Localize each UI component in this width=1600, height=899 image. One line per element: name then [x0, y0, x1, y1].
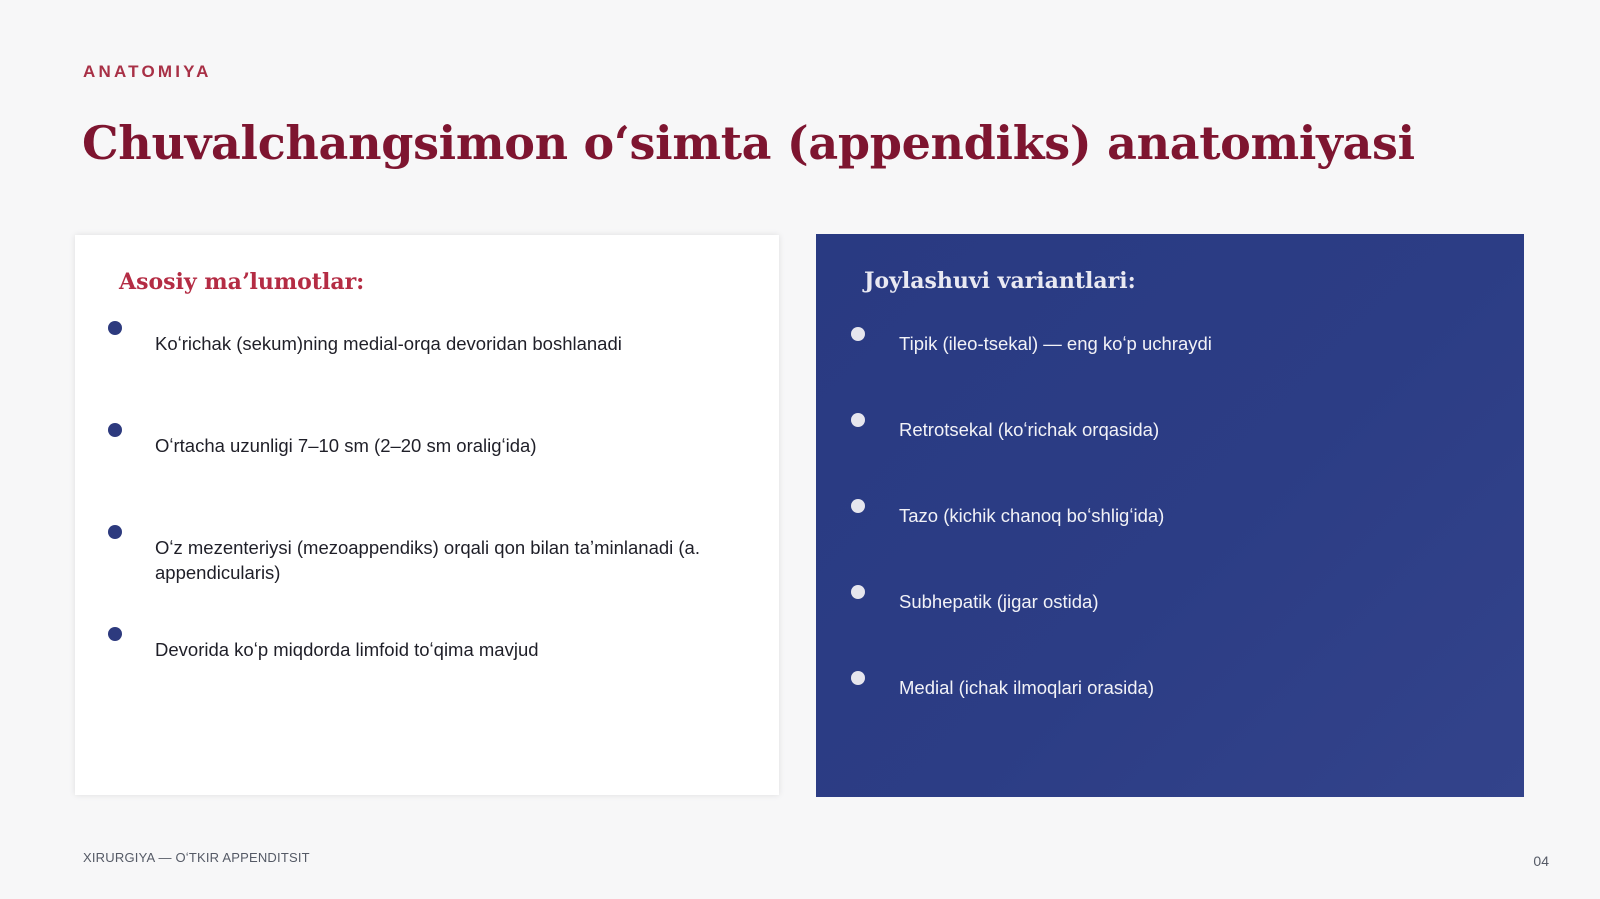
- list-item-text: Subhepatik (jigar ostida): [899, 591, 1099, 612]
- bullet-dot-icon: [851, 671, 865, 685]
- footer-course-label: XIRURGIYA — OʻTKIR APPENDITSIT: [83, 850, 310, 865]
- bullet-dot-icon: [851, 499, 865, 513]
- bullet-dot-icon: [108, 525, 122, 539]
- basic-info-heading: Asosiy maʼlumotlar:: [119, 269, 365, 295]
- basic-info-card: [75, 235, 779, 795]
- bullet-dot-icon: [108, 321, 122, 335]
- slide-title: Chuvalchangsimon oʻsimta (appendiks) anatomiyasi: [82, 116, 1415, 170]
- list-item-text: Koʻrichak (sekum)ning medial-orqa devoridan boshlanadi: [155, 333, 622, 354]
- bullet-dot-icon: [108, 423, 122, 437]
- list-item-text: Devorida koʻp miqdorda limfoid toʻqima mavjud: [155, 639, 539, 660]
- list-item-text: Retrotsekal (koʻrichak orqasida): [899, 419, 1160, 440]
- list-item-text: Medial (ichak ilmoqlari orasida): [899, 677, 1154, 698]
- bullet-dot-icon: [108, 627, 122, 641]
- page-number: 04: [1533, 853, 1549, 869]
- location-variants-heading: Joylashuvi variantlari:: [864, 268, 1136, 294]
- bullet-dot-icon: [851, 327, 865, 341]
- bullet-dot-icon: [851, 413, 865, 427]
- bullet-dot-icon: [851, 585, 865, 599]
- list-item-text: Oʻz mezenteriysi (mezoappendiks) orqali qon bilan taʼminlanadi (a. appendicularis): [155, 537, 700, 583]
- list-item-text: Tazo (kichik chanoq boʻshligʻida): [899, 505, 1165, 526]
- location-variants-card: [816, 234, 1524, 797]
- list-item-text: Oʻrtacha uzunligi 7–10 sm (2–20 sm oraligʻida): [155, 435, 537, 456]
- kicker-label: ANATOMIYA: [83, 62, 212, 81]
- list-item-text: Tipik (ileo-tsekal) — eng koʻp uchraydi: [899, 333, 1212, 354]
